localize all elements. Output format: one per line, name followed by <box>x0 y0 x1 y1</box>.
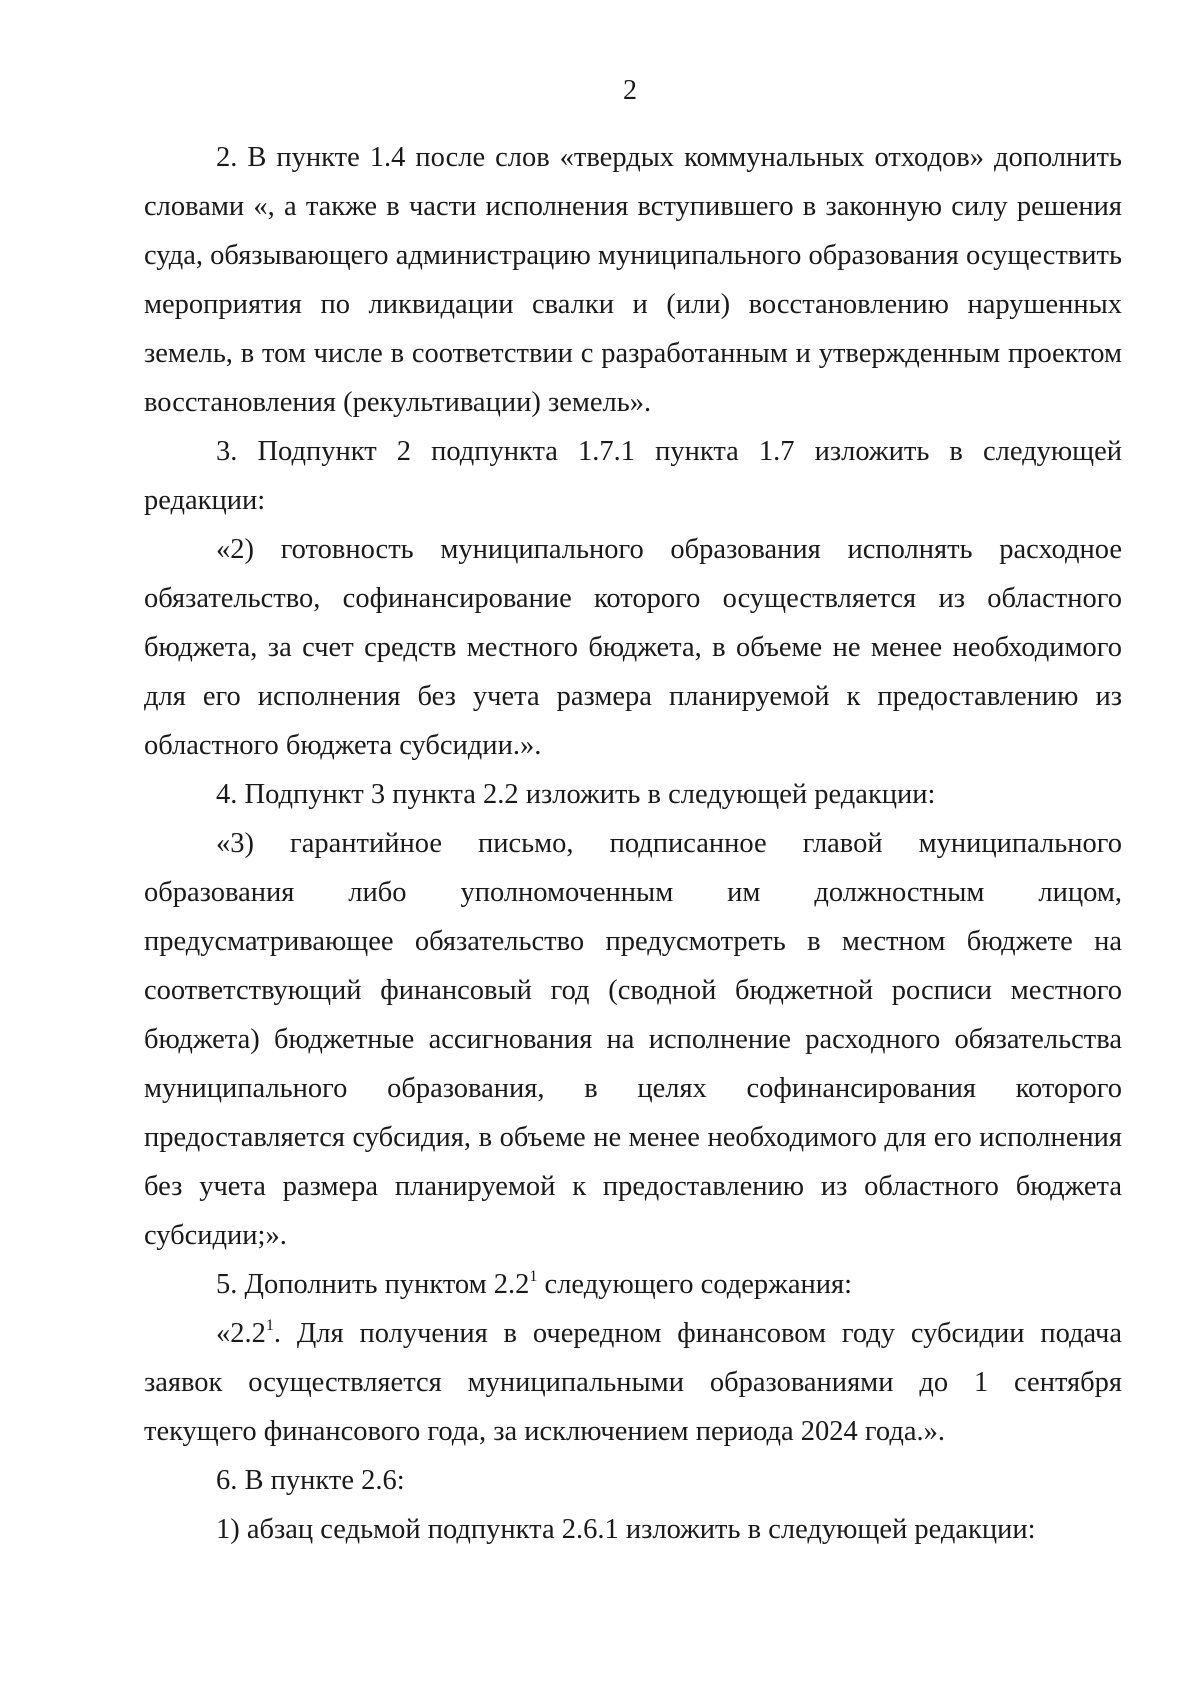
paragraph-item-5-text: 5. Дополнить пунктом 2.2 <box>216 1269 530 1300</box>
paragraph-quote-2-2-1 <box>144 1309 1122 1456</box>
paragraph-subitem-1: 1) абзац седьмой подпункта 2.6.1 изложить в следующей редакции: <box>216 1514 1036 1545</box>
superscript: 1 <box>529 1267 538 1285</box>
paragraph-item-3: 3. Подпункт 2 подпункта 1.7.1 пункта 1.7 изложить в следующей редакции: <box>144 436 1122 516</box>
paragraph-item-5-text-end: следующего содержания: <box>537 1269 853 1300</box>
page-number: 2 <box>623 75 637 106</box>
paragraph-item-5 <box>144 1260 1122 1309</box>
paragraph-quote-subitem-3: «3) гарантийное письмо, подписанное главой муниципального образования либо уполномоченным им должностным лицом, предусматривающее обязательство предусмотреть в местном бюджете на соответствующий финансовый год (сводной бюджетной росписи местного бюджета) бюджетные ассигнования на исполнение расходного обязательства муниципального образования, в целях софинансирования которого предоставляется субсидия, в объеме не менее необходимого для его исполнения без учета размера планируемой к предоставлению из областного бюджета субсидии;». <box>144 828 1122 1251</box>
paragraph-quote-text: . Для получения в очередном финансовом году субсидии подача заявок осуществляется муниципальными образованиями до 1 сентября текущего финансового года, за исключением периода 2024 года.». <box>144 1318 1122 1447</box>
paragraph-item-4: 4. Подпункт 3 пункта 2.2 изложить в следующей редакции: <box>216 779 936 810</box>
paragraph-quote-start: «2.2 <box>216 1318 266 1349</box>
superscript: 1 <box>265 1316 274 1334</box>
paragraph-quote-subitem-2: «2) готовность муниципального образования исполнять расходное обязательство, софинансирование которого осуществляется из областного бюджета, за счет средств местного бюджета, в объеме не менее необходимого для его исполнения без учета размера планируемой к предоставлению из областного бюджета субсидии.». <box>144 534 1122 761</box>
paragraph-item-2: 2. В пункте 1.4 после слов «твердых коммунальных отходов» дополнить словами «, а также в части исполнения вступившего в законную силу решения суда, обязывающего администрацию муниципального образования осуществить мероприятия по ликвидации свалки и (или) восстановлению нарушенных земель, в том числе в соответствии с разработанным и утвержденным проектом восстановления (рекультивации) земель». <box>144 142 1122 418</box>
document-body <box>144 133 1122 1554</box>
paragraph-item-6: 6. В пункте 2.6: <box>216 1465 405 1496</box>
